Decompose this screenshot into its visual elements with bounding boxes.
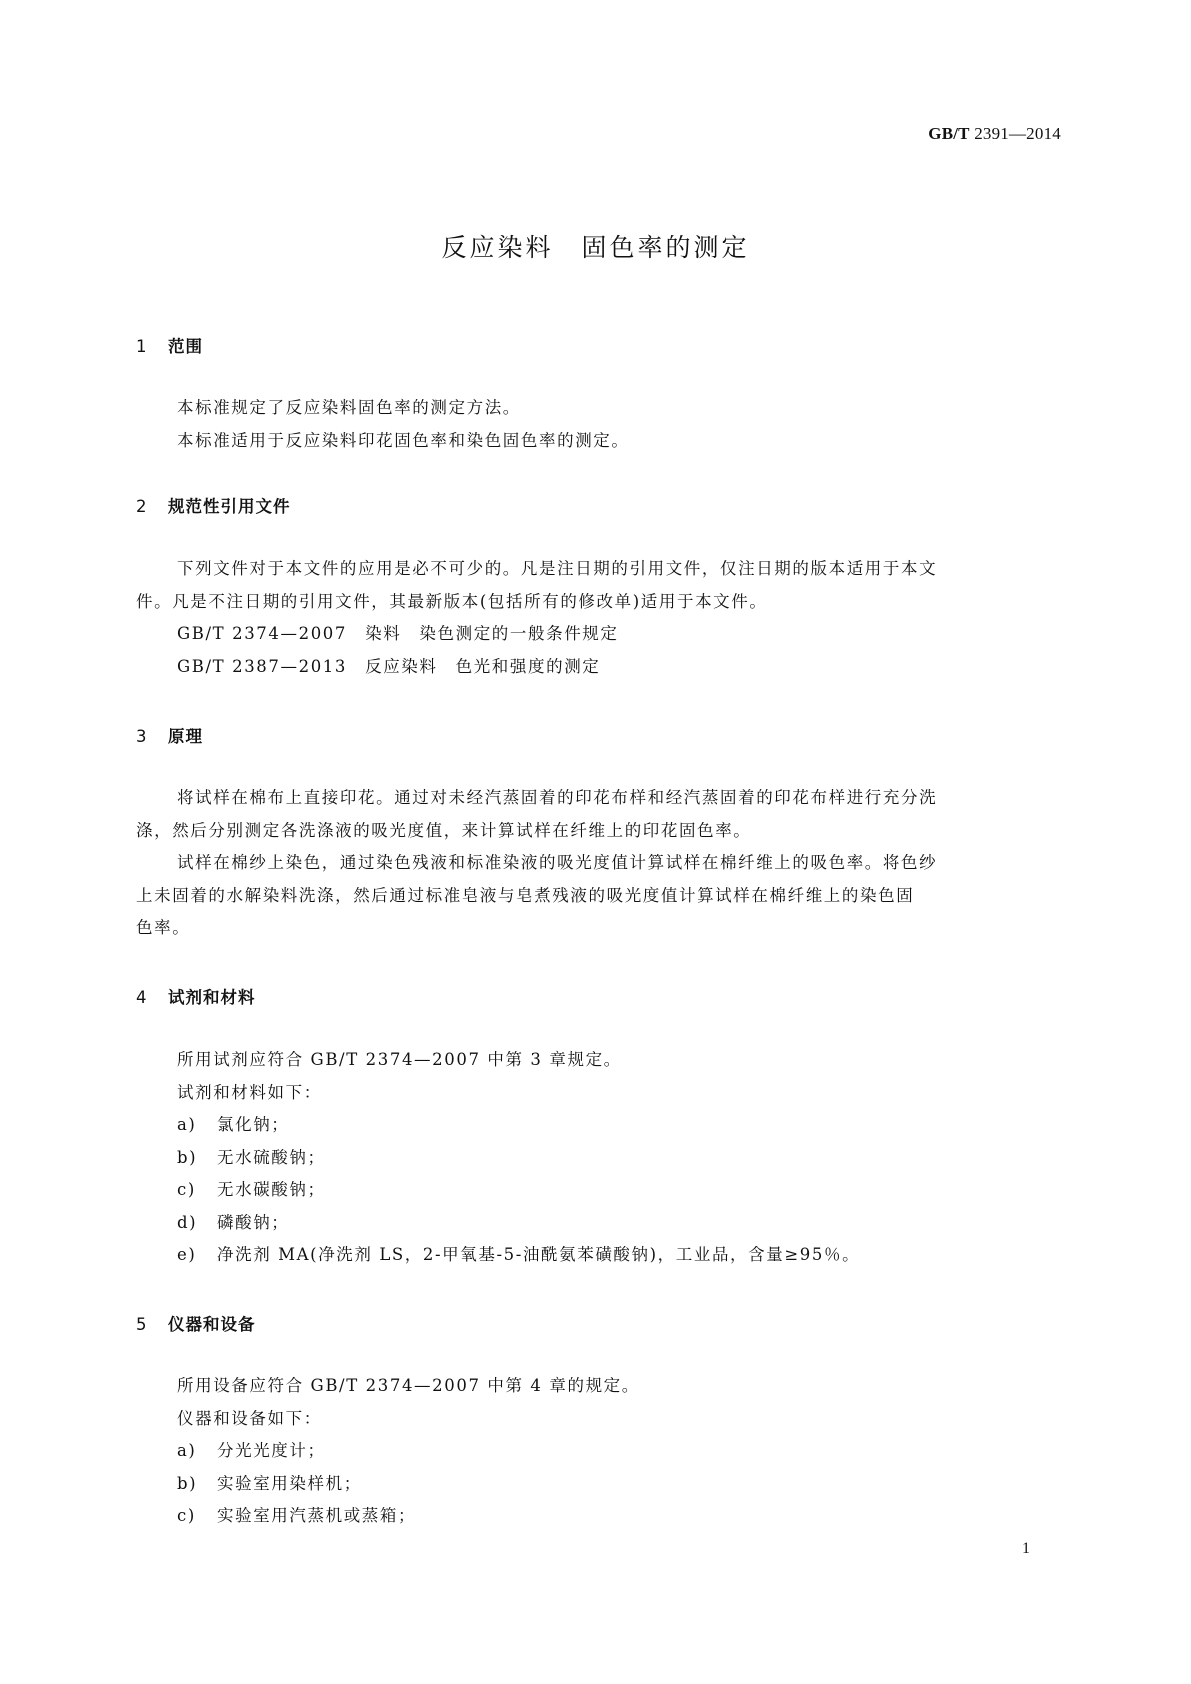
section-heading-2 bbox=[136, 493, 291, 517]
section-body-2 bbox=[136, 553, 1062, 683]
list-item bbox=[136, 1500, 1062, 1533]
section-number: 4 bbox=[136, 988, 148, 1007]
standard-code-number: 2391—2014 bbox=[974, 124, 1061, 143]
list-item-text: 实验室用汽蒸机或蒸箱； bbox=[217, 1506, 417, 1525]
section-title: 试剂和材料 bbox=[168, 988, 256, 1007]
document-title: 反应染料 固色率的测定 bbox=[441, 233, 750, 262]
standard-code bbox=[928, 124, 1061, 144]
section-heading-4 bbox=[136, 984, 256, 1008]
section-body-3 bbox=[136, 782, 1062, 945]
list-item-text: 无水硫酸钠； bbox=[217, 1147, 326, 1167]
list-marker: a) bbox=[177, 1441, 197, 1460]
section-heading-1 bbox=[136, 333, 203, 357]
section-number: 2 bbox=[136, 497, 148, 516]
list-item-text: 实验室用染样机； bbox=[217, 1473, 362, 1493]
section-number: 3 bbox=[136, 727, 148, 746]
list-item bbox=[136, 1207, 1062, 1240]
paragraph-line: 涤，然后分别测定各洗涤液的吸光度值，来计算试样在纤维上的印花固色率。 bbox=[136, 820, 752, 840]
paragraph-line: 仪器和设备如下： bbox=[177, 1408, 322, 1428]
list-item-text: 氯化钠； bbox=[217, 1115, 290, 1134]
list-marker: c) bbox=[177, 1180, 196, 1199]
section-title: 仪器和设备 bbox=[168, 1315, 256, 1334]
list-marker: a) bbox=[177, 1115, 197, 1134]
standard-code-prefix: GB/T bbox=[928, 124, 970, 143]
list-marker: e) bbox=[177, 1245, 197, 1264]
paragraph-line: 本标准适用于反应染料印花固色率和染色固色率的测定。 bbox=[177, 430, 630, 450]
section-title: 范围 bbox=[168, 337, 203, 356]
paragraph-line: 所用设备应符合 GB/T 2374—2007 中第 4 章的规定。 bbox=[177, 1376, 640, 1395]
list-marker: b) bbox=[177, 1473, 198, 1493]
section-body-4 bbox=[136, 1044, 1062, 1272]
list-item bbox=[136, 1239, 1062, 1272]
list-item bbox=[136, 1174, 1062, 1207]
paragraph-line: 试剂和材料如下： bbox=[177, 1082, 322, 1102]
list-marker: b) bbox=[177, 1147, 198, 1167]
list-item bbox=[136, 1109, 1062, 1142]
list-item bbox=[136, 1468, 1062, 1501]
section-title: 原理 bbox=[168, 727, 203, 746]
paragraph-line: 将试样在棉布上直接印花。通过对未经汽蒸固着的印花布样和经汽蒸固着的印花布样进行充分洗 bbox=[177, 788, 938, 807]
section-heading-3 bbox=[136, 723, 203, 747]
list-item-text: 磷酸钠； bbox=[217, 1212, 290, 1232]
list-marker: c) bbox=[177, 1506, 196, 1525]
paragraph-line: 本标准规定了反应染料固色率的测定方法。 bbox=[177, 398, 521, 417]
paragraph-line: 试样在棉纱上染色，通过染色残液和标准染液的吸光度值计算试样在棉纤维上的吸色率。将色纱 bbox=[177, 853, 938, 872]
paragraph-line: 下列文件对于本文件的应用是必不可少的。凡是注日期的引用文件，仅注日期的版本适用于本文 bbox=[177, 559, 938, 578]
section-body-5 bbox=[136, 1370, 1062, 1533]
reference-item: GB/T 2387—2013 反应染料 色光和强度的测定 bbox=[177, 656, 601, 676]
list-marker: d) bbox=[177, 1212, 198, 1232]
reference-item: GB/T 2374—2007 染料 染色测定的一般条件规定 bbox=[177, 624, 619, 643]
section-heading-5 bbox=[136, 1311, 256, 1335]
page-number: 1 bbox=[1022, 1540, 1030, 1557]
section-number: 1 bbox=[136, 337, 148, 356]
list-item-text: 分光光度计； bbox=[217, 1441, 326, 1460]
section-title: 规范性引用文件 bbox=[168, 497, 291, 516]
list-item bbox=[136, 1435, 1062, 1468]
section-body-1 bbox=[136, 392, 1062, 457]
list-item-text: 无水碳酸钠； bbox=[217, 1180, 326, 1199]
paragraph-line: 件。凡是不注日期的引用文件，其最新版本(包括所有的修改单)适用于本文件。 bbox=[136, 591, 768, 611]
paragraph-line: 所用试剂应符合 GB/T 2374—2007 中第 3 章规定。 bbox=[177, 1050, 622, 1069]
section-number: 5 bbox=[136, 1315, 148, 1334]
list-item-text: 净洗剂 MA(净洗剂 LS，2-甲氧基-5-油酰氨苯磺酸钠)，工业品，含量≥95％。 bbox=[217, 1245, 861, 1264]
paragraph-line: 上未固着的水解染料洗涤，然后通过标准皂液与皂煮残液的吸光度值计算试样在棉纤维上的染色固 bbox=[136, 885, 915, 905]
paragraph-line: 色率。 bbox=[136, 918, 191, 937]
list-item bbox=[136, 1142, 1062, 1175]
